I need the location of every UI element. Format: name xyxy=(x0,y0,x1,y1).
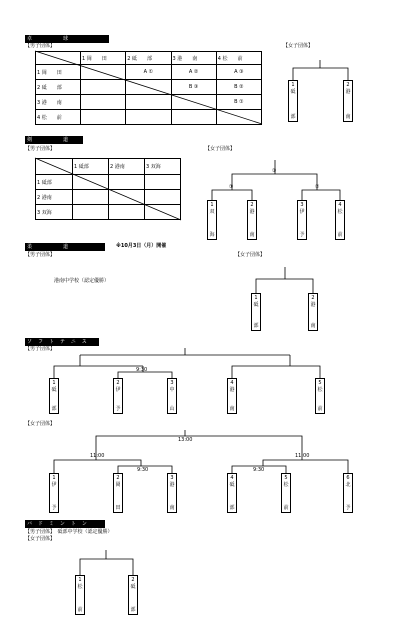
team-name-top: 砥 xyxy=(130,584,136,590)
team-name-top: 伊 xyxy=(299,209,305,215)
bracket-mark: ② xyxy=(315,184,320,190)
team-name-top: 岡 xyxy=(115,482,121,488)
team-box xyxy=(113,473,123,513)
team-box xyxy=(227,378,237,414)
team-name-bottom: 山 xyxy=(169,406,175,412)
team-name-top: 松 xyxy=(283,482,289,488)
match-time: 13:00 xyxy=(178,437,193,443)
table-cell: B ② xyxy=(216,80,261,95)
section-title: 剣 道 xyxy=(26,137,82,143)
team-box xyxy=(315,378,325,414)
team-number: 1 xyxy=(291,82,295,88)
team-number: 5 xyxy=(318,380,322,386)
table-cell: A ① xyxy=(126,65,171,80)
team-number: 1 xyxy=(210,202,214,208)
team-box xyxy=(251,293,261,331)
boys-team-label: 【男子団体】 xyxy=(25,43,56,49)
row-header: 1 砥部 xyxy=(36,175,73,190)
boys-result: 港南中学校（認定優勝） xyxy=(54,278,110,284)
team-box xyxy=(207,200,217,240)
section-title: 柔 道 xyxy=(26,244,104,250)
girls-team-label: 【女子団体】 xyxy=(25,421,56,427)
team-name-top: 砥 xyxy=(51,387,57,393)
bracket-mark: ③ xyxy=(272,168,277,174)
boys-team-label: 【男子団体】 xyxy=(25,252,56,258)
girls-team-label: 【女子団体】 xyxy=(235,252,266,258)
team-number: 5 xyxy=(284,475,288,481)
team-box xyxy=(281,473,291,513)
team-number: 4 xyxy=(338,202,342,208)
team-name-top: 中 xyxy=(169,387,175,393)
col-header: 1 砥部 xyxy=(73,159,109,175)
col-header: 3 港 南 xyxy=(171,52,216,65)
team-name-bottom: 海 xyxy=(209,232,215,238)
team-name-bottom: 予 xyxy=(51,505,57,511)
team-name-bottom: 前 xyxy=(317,406,323,412)
team-number: 1 xyxy=(52,475,56,481)
team-box xyxy=(49,378,59,414)
team-name-bottom: 予 xyxy=(115,406,121,412)
team-name-top: 松 xyxy=(337,209,343,215)
team-name-bottom: 前 xyxy=(283,505,289,511)
row-header: 1 岡 田 xyxy=(36,65,81,80)
table-cell: A ② xyxy=(171,65,216,80)
table-cell: B ① xyxy=(216,95,261,110)
team-number: 3 xyxy=(170,475,174,481)
row-header: 2 港南 xyxy=(36,190,73,205)
team-box xyxy=(49,473,59,513)
team-box xyxy=(247,200,257,240)
team-name-bottom: 予 xyxy=(345,505,351,511)
match-time: 11:00 xyxy=(295,453,310,459)
team-name-bottom: 部 xyxy=(51,406,57,412)
team-box xyxy=(75,575,85,615)
team-number: 2 xyxy=(346,82,350,88)
team-name-bottom: 田 xyxy=(115,505,121,511)
match-time: 9:30 xyxy=(137,467,149,473)
team-number: 4 xyxy=(230,475,234,481)
boys-team-label: 【男子団体】 xyxy=(25,146,56,152)
team-number: 4 xyxy=(230,380,234,386)
team-box xyxy=(343,473,353,513)
match-time: 9:30 xyxy=(253,467,265,473)
team-name-bottom: 予 xyxy=(299,232,305,238)
team-number: 2 xyxy=(311,295,315,301)
team-number: 2 xyxy=(116,380,120,386)
team-number: 1 xyxy=(78,577,82,583)
team-name-bottom: 南 xyxy=(249,232,255,238)
team-box xyxy=(167,378,177,414)
section-title: バドミントン xyxy=(26,521,104,527)
team-box xyxy=(113,378,123,414)
team-box xyxy=(335,200,345,240)
team-number: 6 xyxy=(346,475,350,481)
match-time: 11:00 xyxy=(90,453,105,459)
team-name-top: 砥 xyxy=(253,302,259,308)
girls-team-label: 【女子団体】 xyxy=(283,43,314,49)
team-number: 1 xyxy=(52,380,56,386)
team-box xyxy=(227,473,237,513)
team-name-top: 双 xyxy=(209,209,215,215)
row-header: 4 松 前 xyxy=(36,110,81,125)
col-header: 3 双海 xyxy=(145,159,181,175)
team-name-bottom: 部 xyxy=(253,323,259,329)
boys-team-label: 【男子団体】 xyxy=(25,346,56,352)
girls-team-label: 【女子団体】 xyxy=(205,146,236,152)
team-number: 3 xyxy=(170,380,174,386)
team-name-top: 港 xyxy=(310,302,316,308)
girls-team-label: 【女子団体】 xyxy=(25,536,56,542)
team-name-top: 港 xyxy=(169,482,175,488)
team-name-top: 北 xyxy=(345,482,351,488)
team-number: 3 xyxy=(300,202,304,208)
team-name-top: 砥 xyxy=(229,482,235,488)
team-number: 2 xyxy=(250,202,254,208)
table-cell: B ③ xyxy=(171,80,216,95)
team-name-top: 砥 xyxy=(290,89,296,95)
team-name-bottom: 前 xyxy=(337,232,343,238)
team-number: 2 xyxy=(131,577,135,583)
team-name-bottom: 前 xyxy=(77,607,83,613)
section-title: 卓 球 xyxy=(26,36,108,42)
team-name-top: 伊 xyxy=(51,482,57,488)
team-box xyxy=(128,575,138,615)
team-name-top: 松 xyxy=(317,387,323,393)
team-number: 2 xyxy=(116,475,120,481)
col-header: 1 岡 田 xyxy=(81,52,126,65)
team-box xyxy=(343,80,353,122)
team-name-top: 伊 xyxy=(115,387,121,393)
team-box xyxy=(167,473,177,513)
team-name-bottom: 南 xyxy=(345,114,351,120)
team-name-top: 港 xyxy=(345,89,351,95)
date-note: ※10月3日（月）開催 xyxy=(116,243,167,249)
team-box xyxy=(288,80,298,122)
row-header: 2 砥 部 xyxy=(36,80,81,95)
team-name-bottom: 南 xyxy=(310,323,316,329)
col-header: 4 松 前 xyxy=(216,52,261,65)
team-name-bottom: 部 xyxy=(229,505,235,511)
team-box xyxy=(297,200,307,240)
team-name-bottom: 部 xyxy=(130,607,136,613)
row-header: 3 双海 xyxy=(36,205,73,220)
team-name-top: 港 xyxy=(229,387,235,393)
bracket-mark: ① xyxy=(229,184,234,190)
team-number: 1 xyxy=(254,295,258,301)
table-cell: A ③ xyxy=(216,65,261,80)
section-title: ソフトテニス xyxy=(26,339,98,345)
match-time: 9:30 xyxy=(136,367,148,373)
team-box xyxy=(308,293,318,331)
team-name-bottom: 南 xyxy=(169,505,175,511)
team-name-bottom: 部 xyxy=(290,114,296,120)
team-name-top: 港 xyxy=(249,209,255,215)
col-header: 2 港南 xyxy=(109,159,145,175)
row-header: 3 港 南 xyxy=(36,95,81,110)
boys-result: 【男子団体】 砥部中学校（認定優勝） xyxy=(25,529,113,535)
col-header: 2 砥 部 xyxy=(126,52,171,65)
team-name-bottom: 南 xyxy=(229,406,235,412)
team-name-top: 松 xyxy=(77,584,83,590)
